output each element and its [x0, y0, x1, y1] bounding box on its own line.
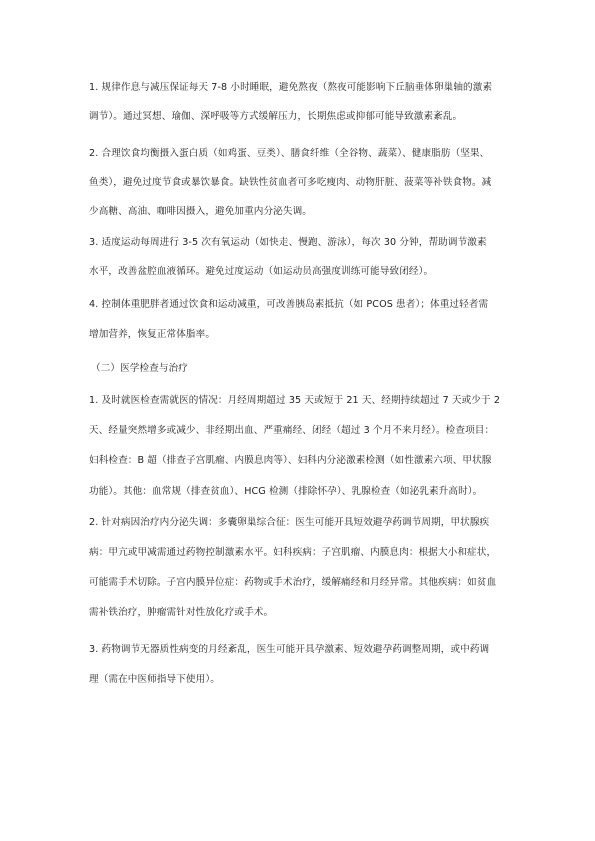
text-line: 2. 针对病因治疗内分泌失调：多囊卵巢综合征：医生可能开具短效避孕药调节周期，甲状腺疾 — [89, 517, 490, 528]
text-line: 1. 规律作息与减压保证每天 7-8 小时睡眠，避免熬夜（熬夜可能影响下丘脑垂体卵巢轴的激素 — [89, 82, 493, 93]
text-line: 水平，改善盆腔血液循环。避免过度运动（如运动员高强度训练可能导致闭经）。 — [89, 266, 434, 277]
text-line: 理（需在中医师指导下使用）。 — [89, 674, 220, 685]
text-line: 增加营养，恢复正常体脂率。 — [89, 329, 216, 340]
text-line: 妇科检查：B 超（排查子宫肌瘤、内膜息肉等）、妇科内分泌激素检测（如性激素六项、甲状腺 — [89, 455, 492, 466]
text-line: 调节）。通过冥想、瑜伽、深呼吸等方式缓解压力，长期焦虑或抑郁可能导致激素紊乱。 — [89, 111, 463, 122]
text-line: 可能需手术切除。子宫内膜异位症：药物或手术治疗，缓解痛经和月经异常。其他疾病：如贫血 — [89, 577, 497, 588]
text-line: 病：甲亢或甲减需通过药物控制激素水平。妇科疾病：子宫肌瘤、内膜息肉：根据大小和症状， — [89, 547, 497, 558]
text-line: 少高糖、高油、咖啡因摄入，避免加重内分泌失调。 — [89, 206, 312, 217]
text-line: 需补铁治疗，肿瘤需针对性放化疗或手术。 — [89, 607, 274, 618]
text-line: 3. 适度运动每周进行 3-5 次有氧运动（如快走、慢跑、游泳），每次 30 分钟，帮助调节激素 — [89, 237, 487, 248]
text-line: 1. 及时就医检查需就医的情况：月经周期超过 35 天或短于 21 天、经期持续超过 7 天或少于 2 — [89, 395, 501, 406]
section-heading: （二）医学检查与治疗 — [91, 363, 188, 374]
text-line: 4. 控制体重肥胖者通过饮食和运动减重，可改善胰岛素抵抗（如 PCOS 患者）；体重过轻者需 — [89, 299, 489, 310]
text-line: 天、经量突然增多或减少、非经期出血、严重痛经、闭经（超过 3 个月不来月经）。检查项目： — [89, 425, 495, 436]
text-line: 鱼类），避免过度节食或暴饮暴食。缺铁性贫血者可多吃瘦肉、动物肝脏、菠菜等补铁食物。减 — [89, 177, 492, 188]
text-line: 3. 药物调节无器质性病变的月经紊乱，医生可能开具孕激素、短效避孕药调整周期，或中药调 — [89, 644, 490, 655]
text-line: 2. 合理饮食均衡摄入蛋白质（如鸡蛋、豆类）、膳食纤维（全谷物、蔬菜）、健康脂肪（坚果、 — [89, 148, 490, 159]
text-line: 功能）。其他：血常规（排查贫血）、HCG 检测（排除怀孕）、乳腺检查（如泌乳素升高时）。 — [89, 486, 483, 497]
